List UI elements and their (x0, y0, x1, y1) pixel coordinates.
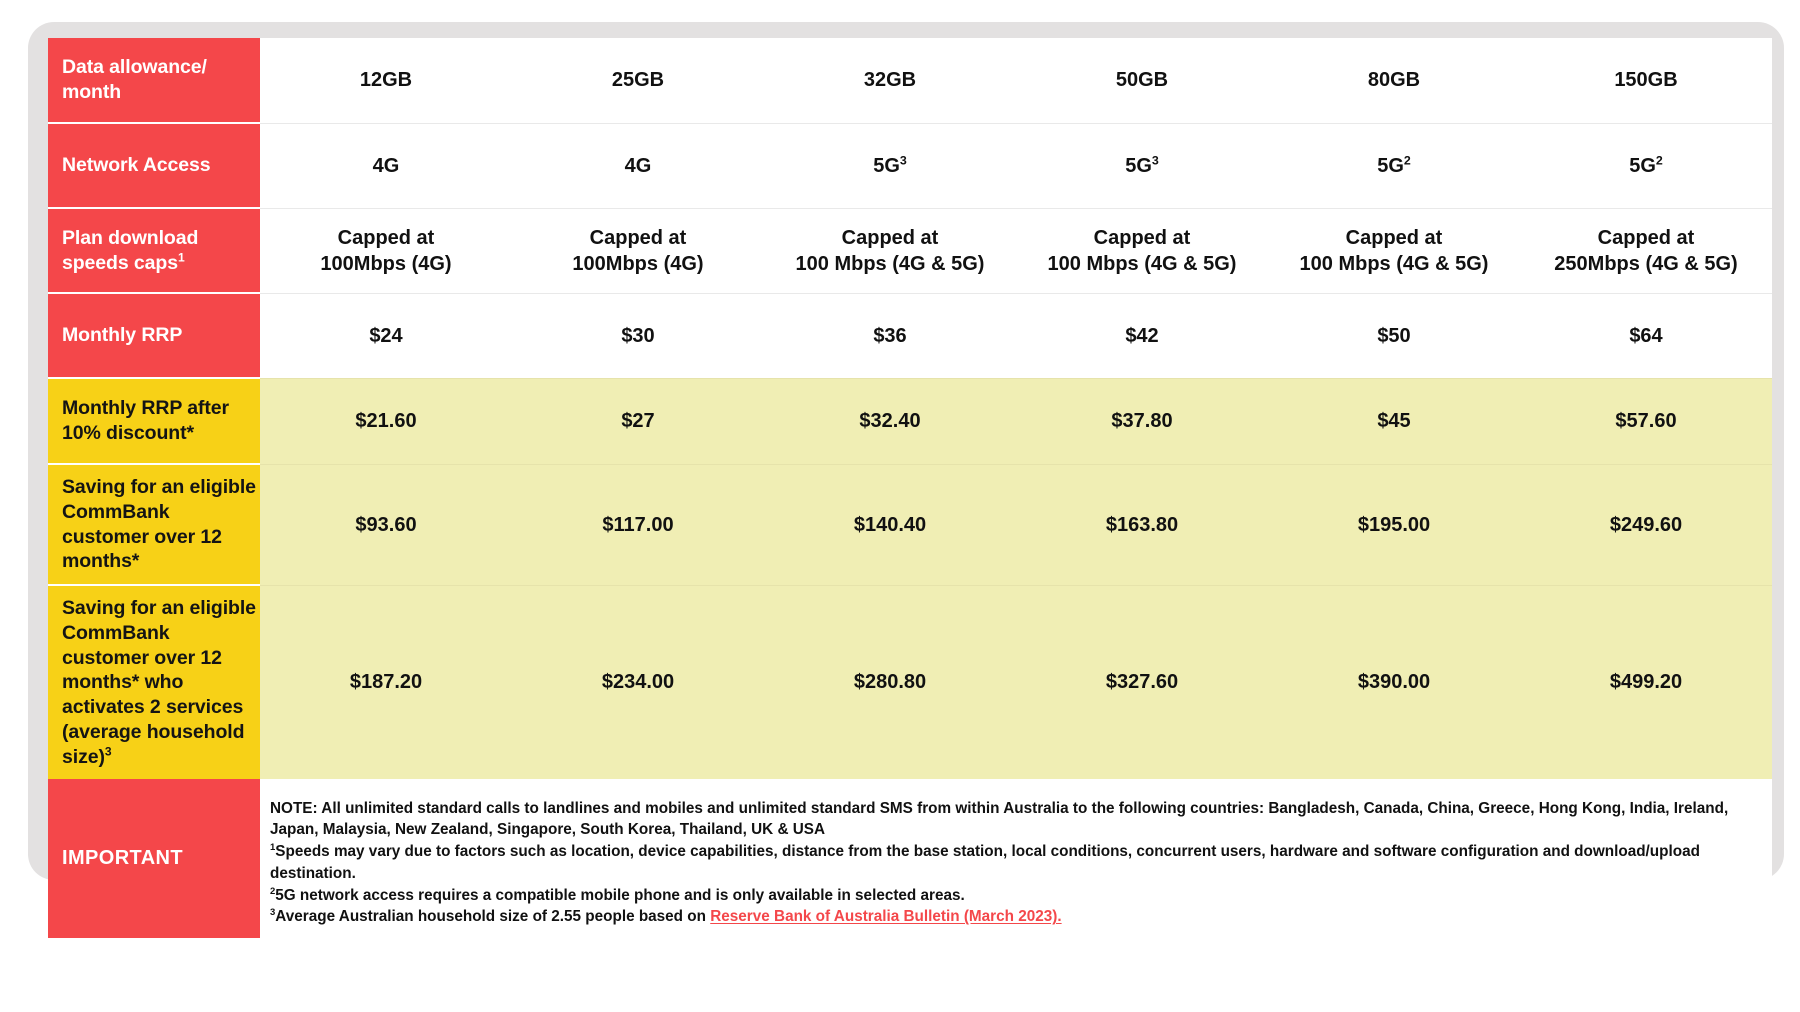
cell-value-line1: Capped at (1345, 226, 1443, 249)
cell-value: 4G (624, 154, 652, 177)
footnote-marker: 2 (270, 885, 276, 897)
footnote-marker: 3 (104, 744, 112, 758)
cell-speed-cap-col6 (1520, 208, 1772, 293)
table-row (48, 378, 1772, 464)
cell-saving2-col1: $187.20 (260, 585, 512, 779)
cell-value-line1: Capped at (1597, 226, 1695, 249)
cell-monthly-rrp-col3: $36 (764, 293, 1016, 378)
cell-network-access-col6 (1520, 123, 1772, 208)
cell-monthly-rrp-col1: $24 (260, 293, 512, 378)
row-label-text: Data allowance/ month (62, 56, 207, 103)
row-label-text: Monthly RRP after 10% discount* (62, 397, 229, 444)
plans-comparison-table-container (48, 38, 1772, 926)
footnote-marker: 2 (1403, 152, 1411, 167)
cell-value: 5G (1125, 154, 1152, 177)
cell-data-allowance-col3: 32GB (764, 38, 1016, 123)
footnote-marker: 1 (270, 842, 276, 854)
table-row (48, 38, 1772, 123)
cell-value-line1: Capped at (841, 226, 939, 249)
table-row (48, 208, 1772, 293)
footnote-marker: 3 (899, 152, 907, 167)
cell-rrp-discount-col4: $37.80 (1016, 378, 1268, 464)
footnote-2 (270, 885, 1746, 907)
cell-network-access-col3 (764, 123, 1016, 208)
cell-saving-col3: $140.40 (764, 464, 1016, 585)
important-notes-block (260, 779, 1772, 938)
cell-saving2-col6: $499.20 (1520, 585, 1772, 779)
table-row (48, 123, 1772, 208)
cell-data-allowance-col4: 50GB (1016, 38, 1268, 123)
cell-value-line2: 100Mbps (4G) (320, 252, 452, 275)
cell-value-line2: 100Mbps (4G) (572, 252, 704, 275)
cell-speed-cap-col4 (1016, 208, 1268, 293)
cell-data-allowance-col2: 25GB (512, 38, 764, 123)
cell-value: 5G (1629, 154, 1656, 177)
cell-value-line2: 100 Mbps (4G & 5G) (795, 252, 985, 275)
cell-value-line1: Capped at (1093, 226, 1191, 249)
cell-saving-col1: $93.60 (260, 464, 512, 585)
footnote-2-text: 5G network access requires a compatible mobile phone and is only available in selected areas. (275, 886, 965, 904)
cell-saving2-col2: $234.00 (512, 585, 764, 779)
row-label-text: Monthly RRP (62, 324, 183, 347)
footnote-3-text: Average Australian household size of 2.55 people based on (275, 908, 711, 926)
cell-value: 4G (372, 154, 400, 177)
cell-saving2-col5: $390.00 (1268, 585, 1520, 779)
cell-value-line1: Capped at (589, 226, 687, 249)
cell-saving2-col4: $327.60 (1016, 585, 1268, 779)
cell-value-line2: 100 Mbps (4G & 5G) (1299, 252, 1489, 275)
row-label-network-access (48, 123, 260, 208)
table-row (48, 464, 1772, 585)
cell-saving2-col3: $280.80 (764, 585, 1016, 779)
note-body: All unlimited standard calls to landlines and mobiles and unlimited standard SMS from within Australia to the following countries: Bangladesh, Canada, China, Greece, Hong Kong, India, Ireland, Japan, Malaysia, New Zealand, Singapore, South Korea, Thailand, UK & USA (270, 799, 1729, 839)
cell-value: 5G (873, 154, 900, 177)
cell-speed-cap-col5 (1268, 208, 1520, 293)
cell-network-access-col5 (1268, 123, 1520, 208)
cell-saving-col2: $117.00 (512, 464, 764, 585)
cell-rrp-discount-col3: $32.40 (764, 378, 1016, 464)
footnote-1 (270, 841, 1746, 884)
cell-speed-cap-col2 (512, 208, 764, 293)
cell-saving-col6: $249.60 (1520, 464, 1772, 585)
cell-monthly-rrp-col2: $30 (512, 293, 764, 378)
cell-data-allowance-col1: 12GB (260, 38, 512, 123)
cell-saving-col4: $163.80 (1016, 464, 1268, 585)
row-label-monthly-rrp-discounted (48, 378, 260, 464)
footnote-3 (270, 906, 1746, 928)
table-row (48, 585, 1772, 779)
row-label-saving-two-services (48, 585, 260, 779)
cell-rrp-discount-col1: $21.60 (260, 378, 512, 464)
note-prefix: NOTE: (270, 799, 318, 817)
footnote-1-text: Speeds may vary due to factors such as location, device capabilities, distance from the base station, local conditions, concurrent users, hardware and software configuration and download/upload destination. (270, 843, 1700, 882)
cell-rrp-discount-col2: $27 (512, 378, 764, 464)
row-label-saving-12-months (48, 464, 260, 585)
cell-data-allowance-col5: 80GB (1268, 38, 1520, 123)
footnote-marker: 3 (270, 907, 276, 919)
cell-data-allowance-col6: 150GB (1520, 38, 1772, 123)
cell-monthly-rrp-col4: $42 (1016, 293, 1268, 378)
cell-network-access-col2 (512, 123, 764, 208)
note-line (270, 798, 1746, 841)
row-label-data-allowance (48, 38, 260, 123)
table-row (48, 293, 1772, 378)
cell-rrp-discount-col6: $57.60 (1520, 378, 1772, 464)
row-label-text: Saving for an eligible CommBank customer over 12 months* (62, 476, 256, 573)
cell-speed-cap-col3 (764, 208, 1016, 293)
cell-speed-cap-col1 (260, 208, 512, 293)
cell-value-line2: 100 Mbps (4G & 5G) (1047, 252, 1237, 275)
row-label-text: Saving for an eligible CommBank customer over 12 months* who activates 2 services (average household size) (62, 597, 256, 768)
cell-value-line2: 250Mbps (4G & 5G) (1554, 252, 1738, 275)
row-label-important: IMPORTANT (48, 779, 260, 938)
cell-network-access-col4 (1016, 123, 1268, 208)
plans-comparison-table (48, 38, 1772, 938)
row-label-monthly-rrp (48, 293, 260, 378)
table-row-important (48, 779, 1772, 938)
cell-value: 5G (1377, 154, 1404, 177)
cell-value-line1: Capped at (337, 226, 435, 249)
footnote-marker: 2 (1655, 152, 1663, 167)
cell-monthly-rrp-col6: $64 (1520, 293, 1772, 378)
cell-network-access-col1 (260, 123, 512, 208)
footnote-marker: 1 (177, 250, 185, 264)
row-label-text: Plan download speeds caps (62, 226, 199, 274)
rba-bulletin-link[interactable]: Reserve Bank of Australia Bulletin (March 2023). (710, 908, 1062, 926)
footnote-marker: 3 (1151, 152, 1159, 167)
cell-rrp-discount-col5: $45 (1268, 378, 1520, 464)
cell-monthly-rrp-col5: $50 (1268, 293, 1520, 378)
row-label-text: Network Access (62, 154, 211, 177)
row-label-plan-download-speeds (48, 208, 260, 293)
cell-saving-col5: $195.00 (1268, 464, 1520, 585)
